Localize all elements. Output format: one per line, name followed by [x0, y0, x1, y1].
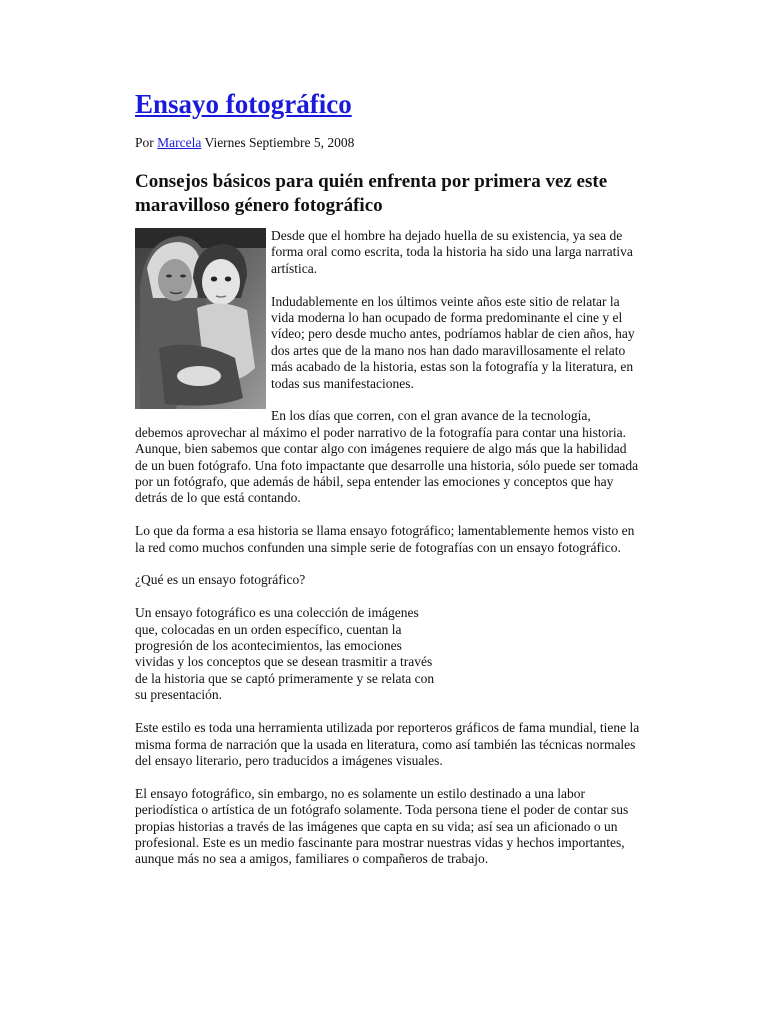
byline [135, 134, 640, 152]
article-title-link[interactable]: Ensayo fotográfico [135, 89, 352, 119]
byline-prefix: Por [135, 135, 154, 150]
paragraph-3: En los días que corren, con el gran avance de la tecnología, debemos aprovechar al máximo el poder narrativo de la fotografía para contar una historia. Aunque, bien sabemos que contar algo con imágenes requiere de algo más que la habilidad de un buen fotógrafo. Una foto impactante que desarrolle una historia, sólo puede ser tomada por un fotógrafo, que además de hábil, sepa entender las emociones y conceptos que hay detrás de lo que está contando. [135, 408, 639, 506]
paragraph-4: Lo que da forma a esa historia se llama ensayo fotográfico; lamentablemente hemos visto en la red como muchos confunden una simple serie de fotografías con un ensayo fotográfico. [135, 523, 635, 555]
paragraph-2: Indudablemente en los últimos veinte años este sitio de relatar la vida moderna lo han ocupado de forma predominante el cine y el vídeo; pero desde mucho antes, podríamos hablar de cien años, hay dos artes que de la mano nos han dado maravillosamente el relato más acabado de la historia, estas son la fotografía y la literatura, en todas sus manifestaciones. [271, 293, 635, 391]
paragraph-6: Este estilo es toda una herramienta utilizada por reporteros gráficos de fama mundial, tiene la misma forma de narración que la usada en literatura, como así también las técnicas normales del ensayo literario, pero traducidos a imágenes visuales. [135, 720, 640, 768]
paragraph-5: Un ensayo fotográfico es una colección de imágenes que, colocadas en un orden específico, cuentan la progresión de los acontecimientos, las emociones vividas y los conceptos que se desean trasmitir a través de la historia que se captó primeramente y se relata con su presentación. [135, 605, 435, 703]
mother-child-photo [135, 228, 266, 409]
author-link[interactable]: Marcela [157, 135, 202, 150]
article-subtitle: Consejos básicos para quién enfrenta por primera vez este maravilloso género fotográfico [135, 171, 608, 216]
publish-date: Viernes Septiembre 5, 2008 [204, 135, 355, 150]
section-question-heading: ¿Qué es un ensayo fotográfico? [135, 572, 306, 588]
article-page [135, 86, 640, 884]
article-body [135, 228, 640, 868]
paragraph-7: El ensayo fotográfico, sin embargo, no es solamente un estilo destinado a una labor periodística o artística de un fotógrafo solamente. Toda persona tiene el poder de contar sus propias historias a través de las imágenes que capta en su vida; así sea un aficionado o un profesional. Este es un medio fascinante para mostrar nuestras vidas y hechos importantes, aunque más no sea a amigos, familiares o compañeros de trabajo. [135, 785, 629, 867]
paragraph-1: Desde que el hombre ha dejado huella de su existencia, ya sea de forma oral como escrita, toda la historia ha sido una larga narrativa artística. [271, 228, 633, 276]
